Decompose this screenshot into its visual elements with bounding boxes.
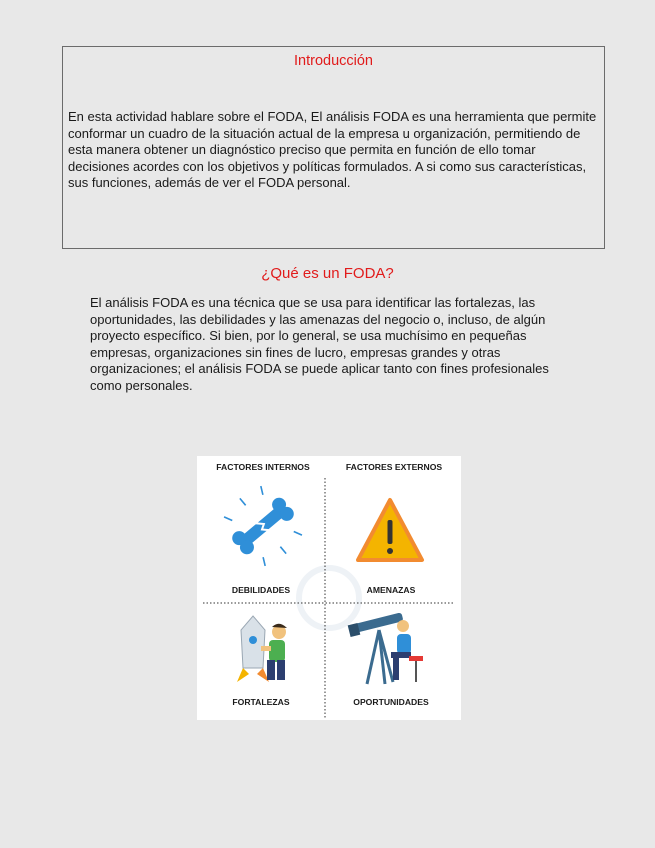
telescope-icon (348, 612, 423, 684)
warning-triangle-icon (358, 500, 422, 560)
foda-matrix-graphic (197, 456, 461, 720)
introduction-text: En esta actividad hablare sobre el FODA, El análisis FODA es una herramienta que permite conformar un cuadro de la situación actual de la empresa u organización, permitiendo de esta manera obtener un diagnóstico preciso que permita en función de ello tomar decisiones acordes con los objetivos y políticas formulados. A si como sus características, sus funciones, además de ver el FODA personal. (68, 109, 597, 191)
foda-matrix-image (197, 456, 461, 720)
broken-bone-icon (215, 477, 312, 575)
header-external: FACTORES EXTERNOS (345, 462, 443, 472)
watermark-logo (299, 568, 359, 628)
foda-section-title: ¿Qué es un FODA? (261, 265, 394, 282)
label-debilidades: DEBILIDADES (231, 585, 291, 595)
label-fortalezas: FORTALEZAS (232, 697, 290, 707)
introduction-box (62, 46, 605, 249)
introduction-title: Introducción (294, 53, 373, 69)
person-rocket-icon (237, 616, 287, 682)
header-internal: FACTORES INTERNOS (216, 462, 310, 472)
label-amenazas: AMENAZAS (366, 585, 416, 595)
label-oportunidades: OPORTUNIDADES (353, 697, 429, 707)
foda-section-text: El análisis FODA es una técnica que se usa para identificar las fortalezas, las oportunidades, las debilidades y las amenazas del negocio o, incluso, de algún proyecto específico. Si bien, por lo general, se usa muchísimo en pequeñas empresas, organizaciones sin fines de lucro, empresas grandes y otras organizaciones; el análisis FODA se puede aplicar tanto con fines profesionales como personales. (90, 295, 549, 393)
